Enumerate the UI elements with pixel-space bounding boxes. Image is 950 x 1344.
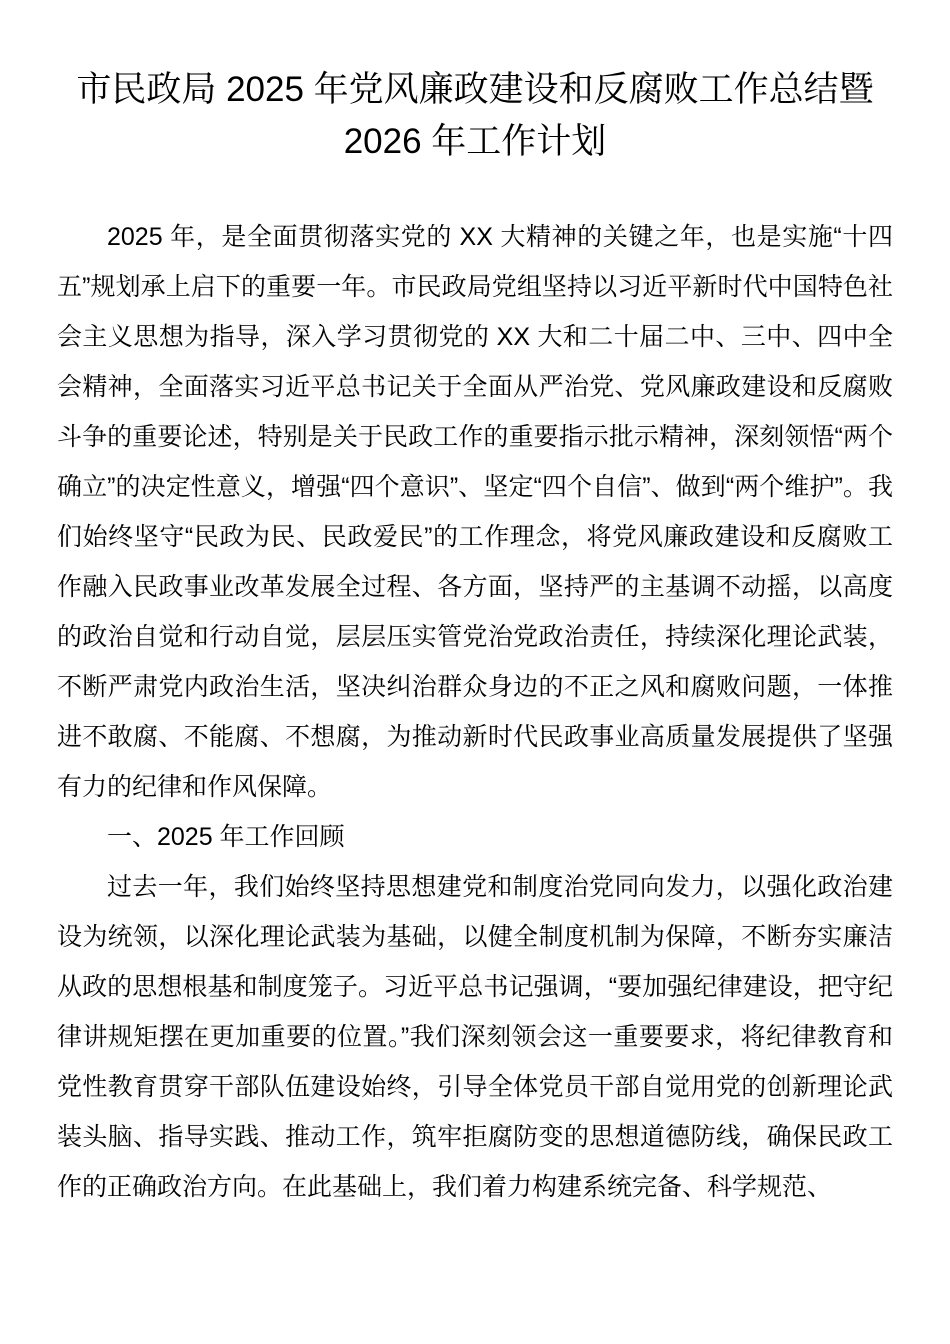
document-body xyxy=(57,212,893,1212)
paragraph: 过去一年，我们始终坚持思想建党和制度治党同向发力，以强化政治建设为统领，以深化理论武装为基础，以健全制度机制为保障，不断夯实廉洁从政的思想根基和制度笼子。习近平总书记强调，“要加强纪律建设，把守纪律讲规矩摆在更加重要的位置。”我们深刻领会这一重要要求，将纪律教育和党性教育贯穿干部队伍建设始终，引导全体党员干部自觉用党的创新理论武装头脑、指导实践、推动工作，筑牢拒腐防变的思想道德防线，确保民政工作的正确政治方向。在此基础上，我们着力构建系统完备、科学规范、 xyxy=(57,873,893,1201)
section-heading: 一、2025 年工作回顾 xyxy=(107,823,345,851)
document-title-line1: 市民政局 2025 年党风廉政建设和反腐败工作总结暨 xyxy=(76,70,874,109)
document-title-line2: 2026 年工作计划 xyxy=(343,122,607,161)
paragraph: 2025 年，是全面贯彻落实党的 XX 大精神的关键之年，也是实施“十四五”规划承上启下的重要一年。市民政局党组坚持以习近平新时代中国特色社会主义思想为指导，深入学习贯彻党的 XX 大和二十届二中、三中、四中全会精神，全面落实习近平总书记关于全面从严治党、党风廉政建设和反腐败斗争的重要论述，特别是关于民政工作的重要指示批示精神，深刻领悟“两个确立”的决定性意义，增强“四个意识”、坚定“四个自信”、做到“两个维护”。我们始终坚守“民政为民、民政爱民”的工作理念，将党风廉政建设和反腐败工作融入民政事业改革发展全过程、各方面，坚持严的主基调不动摇，以高度的政治自觉和行动自觉，层层压实管党治党政治责任，持续深化理论武装，不断严肃党内政治生活，坚决纠治群众身边的不正之风和腐败问题，一体推进不敢腐、不能腐、不想腐，为推动新时代民政事业高质量发展提供了坚强有力的纪律和作风保障。 xyxy=(57,223,893,801)
document-title xyxy=(57,64,893,168)
